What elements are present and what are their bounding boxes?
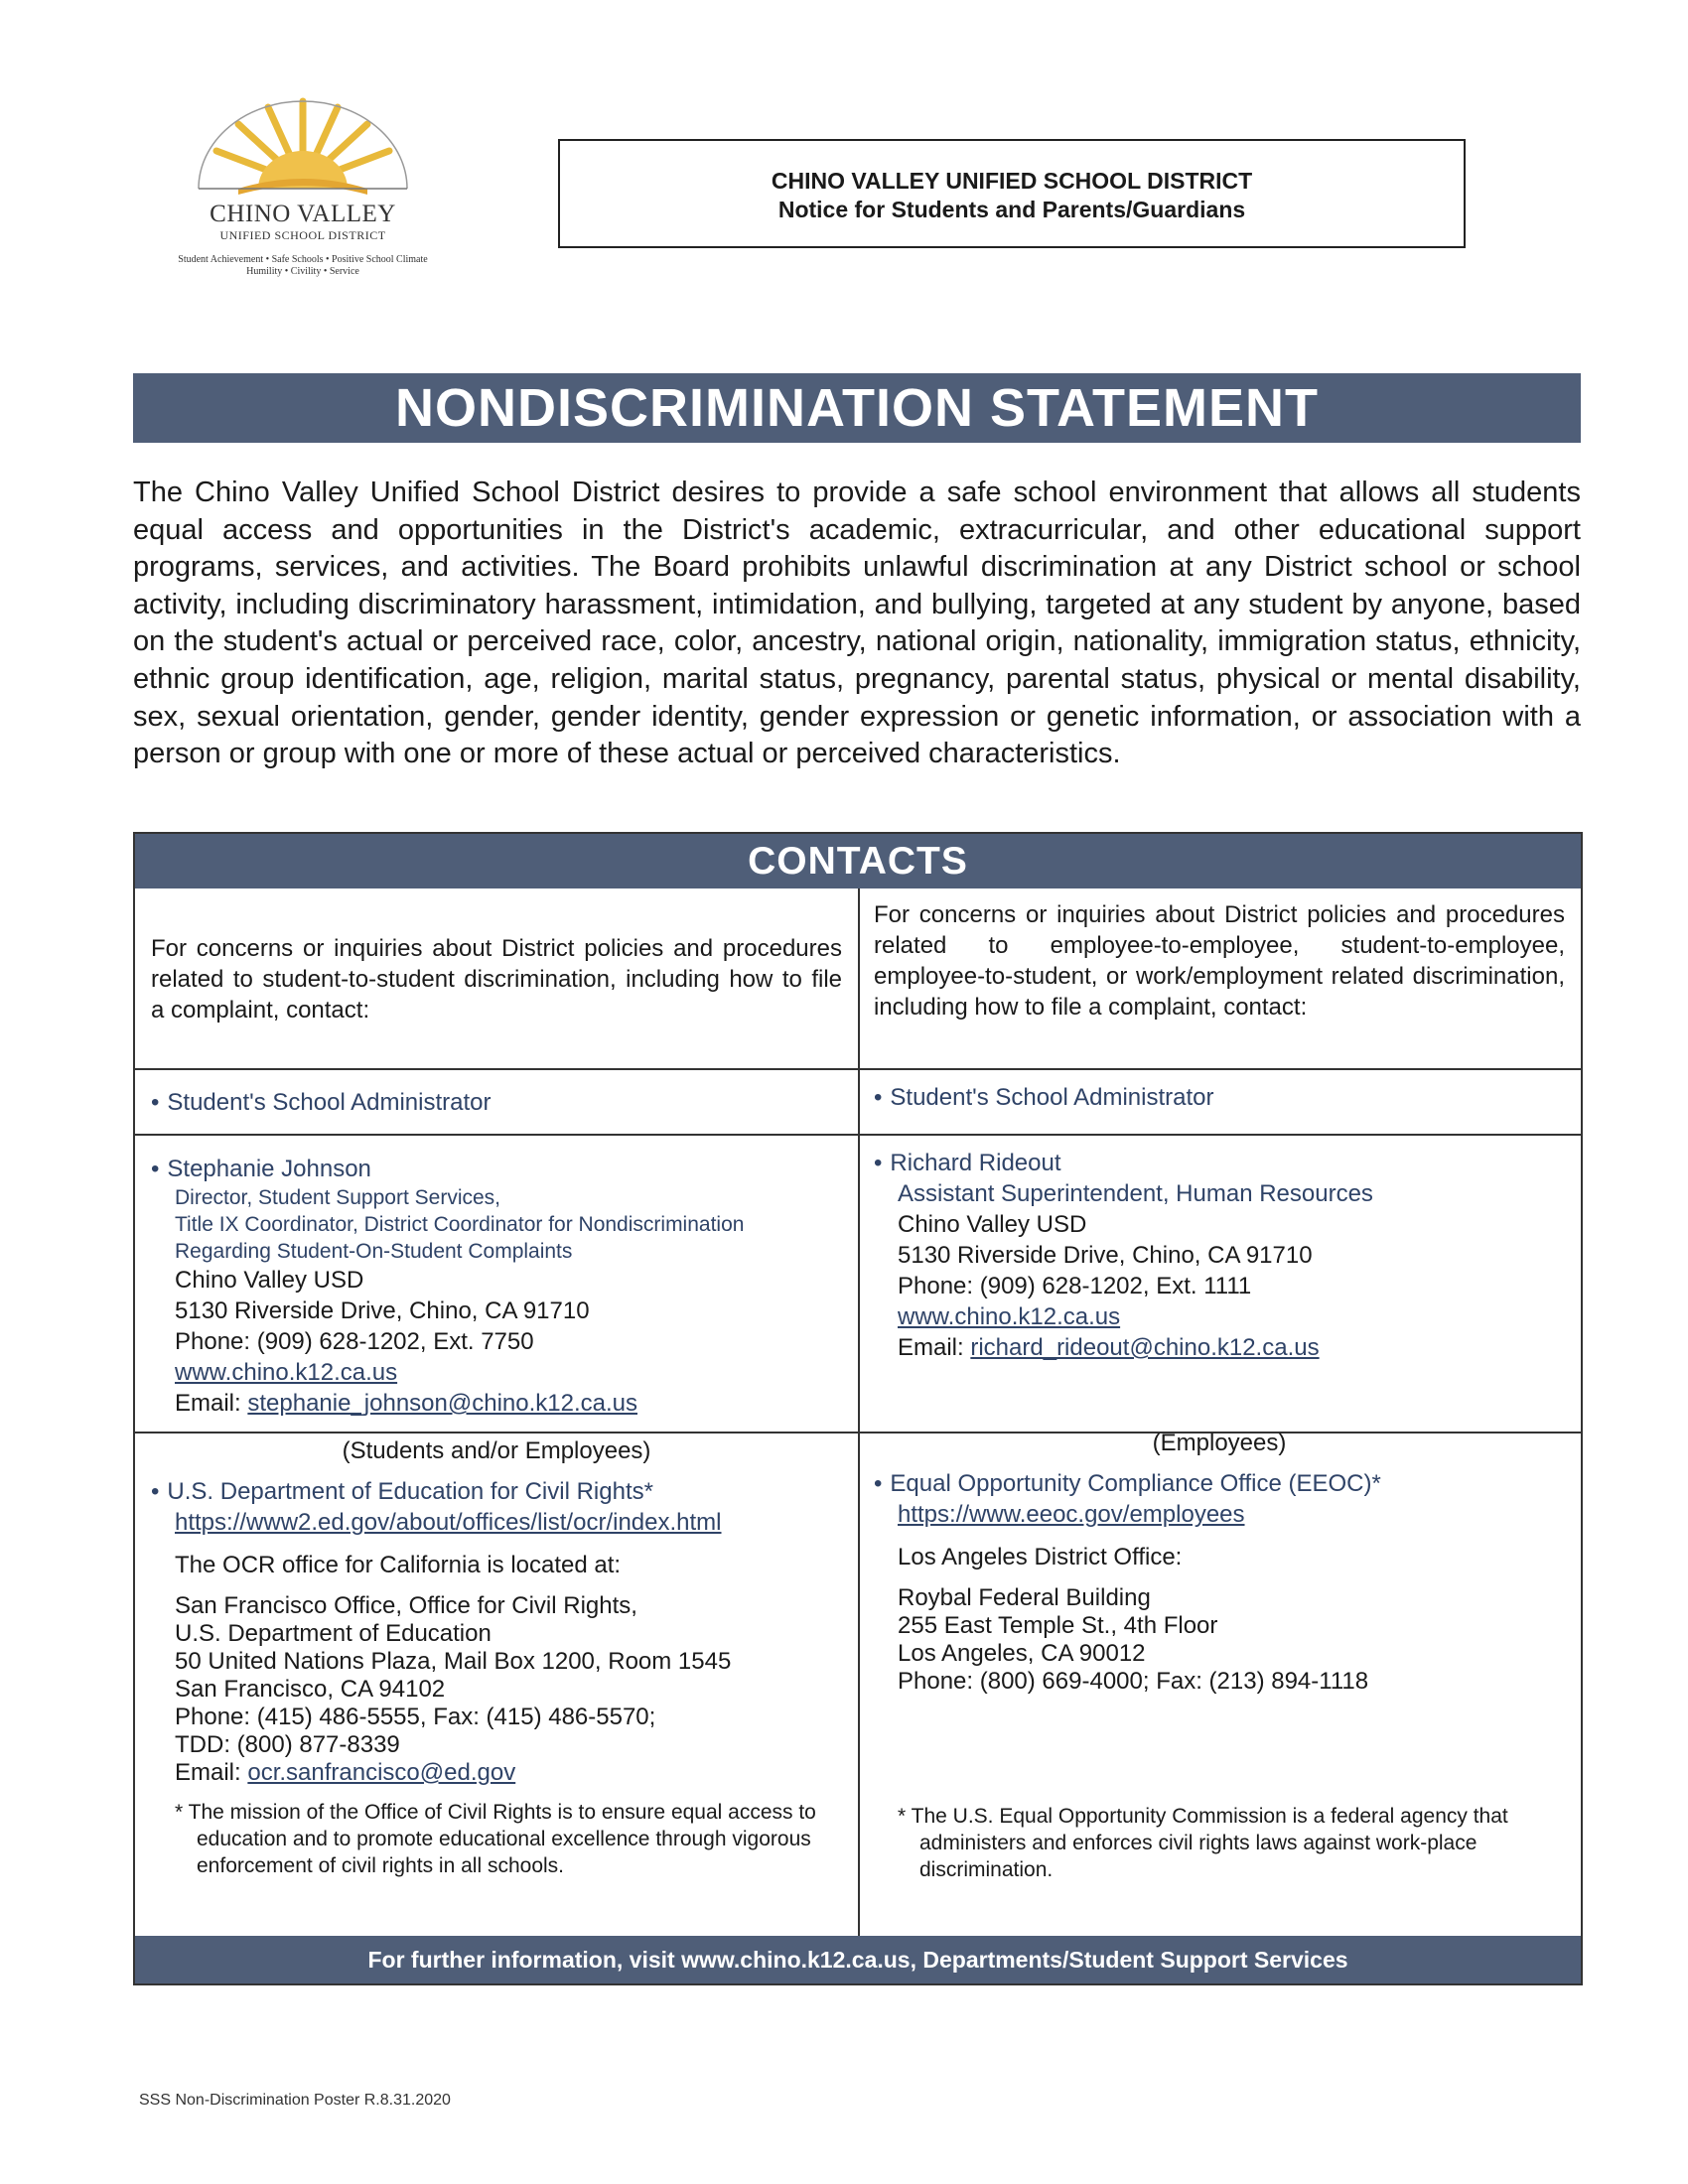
district-website-link[interactable]: www.chino.k12.ca.us <box>175 1359 398 1386</box>
agency-address-line-2: U.S. Department of Education <box>175 1620 492 1647</box>
person-name: • Stephanie Johnson <box>151 1154 842 1184</box>
agency-name: • Equal Opportunity Compliance Office (EEOC)* <box>874 1468 1565 1499</box>
agency-located: The OCR office for California is located at: <box>175 1552 622 1578</box>
person-phone: Phone: (909) 628-1202, Ext. 1111 <box>898 1273 1252 1299</box>
person-title-3: Regarding Student-On-Student Complaints <box>175 1240 573 1263</box>
district-logo <box>129 89 467 298</box>
person-address: 5130 Riverside Drive, Chino, CA 91710 <box>898 1242 1313 1269</box>
person-name: • Richard Rideout <box>874 1148 1565 1178</box>
logo-title: CHINO VALLEY <box>210 201 396 227</box>
contacts-table <box>133 832 1583 1985</box>
agency-url-link[interactable]: https://www.eeoc.gov/employees <box>898 1501 1245 1528</box>
email-label: Email: <box>898 1334 964 1361</box>
district-website-link[interactable]: www.chino.k12.ca.us <box>898 1303 1121 1330</box>
agency-note: * The mission of the Office of Civil Rights is to ensure equal access to education and to promote educational excellence through vigorous enforcement of civil rights in all schools. <box>175 1801 816 1877</box>
person-address: 5130 Riverside Drive, Chino, CA 91710 <box>175 1297 590 1324</box>
agency-address <box>874 1584 1565 1696</box>
email-label: Email: <box>175 1759 241 1786</box>
agency-address <box>151 1592 842 1787</box>
sunburst-icon <box>179 89 427 199</box>
agency-email-link[interactable]: ocr.sanfrancisco@ed.gov <box>247 1759 516 1786</box>
person-title-2: Title IX Coordinator, District Coordinator for Nondiscrimination <box>175 1213 745 1236</box>
footer-info-bar: For further information, visit www.chino.k12.ca.us, Departments/Student Support Services <box>135 1936 1581 1983</box>
row-divider <box>135 1134 1581 1136</box>
notice-audience: Notice for Students and Parents/Guardians <box>777 197 1246 222</box>
agency-address-line-3: 50 United Nations Plaza, Mail Box 1200, Room 1545 <box>175 1648 732 1675</box>
notice-district: CHINO VALLEY UNIFIED SCHOOL DISTRICT <box>771 168 1253 194</box>
agency-note: * The U.S. Equal Opportunity Commission is a federal agency that administers and enforces civil rights laws against work-place discrimination. <box>898 1805 1508 1881</box>
poster-revision-code: SSS Non-Discrimination Poster R.8.31.2020 <box>139 2092 451 2109</box>
person-org: Chino Valley USD <box>898 1211 1087 1238</box>
left-contact-person <box>151 1154 842 1419</box>
right-agency <box>874 1428 1565 1883</box>
page-title: NONDISCRIMINATION STATEMENT <box>133 373 1581 443</box>
left-agency <box>151 1435 842 1879</box>
right-intro: For concerns or inquiries about District policies and procedures related to employee-to-employee, student-to-employee, employee-to-student, or work/employment related discrimination, including how to file a complaint, contact: <box>874 901 1565 1021</box>
contacts-header: CONTACTS <box>135 834 1581 888</box>
person-title-1: Director, Student Support Services, <box>175 1186 500 1209</box>
agency-located: Los Angeles District Office: <box>898 1544 1183 1570</box>
logo-motto-line1: Student Achievement • Safe Schools • Positive School Climate <box>178 254 428 265</box>
column-divider <box>858 888 860 1952</box>
agency-url-link[interactable]: https://www2.ed.gov/about/offices/list/ocr/index.html <box>175 1509 722 1536</box>
left-intro: For concerns or inquiries about District policies and procedures related to student-to-student discrimination, including how to file a complaint, contact: <box>151 935 842 1024</box>
right-contact-person <box>874 1148 1565 1363</box>
person-title-1: Assistant Superintendent, Human Resources <box>898 1180 1373 1207</box>
agency-address-line-3: Los Angeles, CA 90012 <box>898 1640 1146 1667</box>
email-link[interactable]: stephanie_johnson@chino.k12.ca.us <box>247 1390 637 1417</box>
notice-box <box>558 139 1466 248</box>
agency-address-line-2: 255 East Temple St., 4th Floor <box>898 1612 1218 1639</box>
agency-address-line-4: San Francisco, CA 94102 <box>175 1676 446 1703</box>
logo-motto-line2: Humility • Civility • Service <box>246 266 359 277</box>
row-divider <box>135 1068 1581 1070</box>
email-label: Email: <box>175 1390 241 1417</box>
right-admin: • Student's School Administrator <box>874 1082 1565 1113</box>
email-link[interactable]: richard_rideout@chino.k12.ca.us <box>970 1334 1320 1361</box>
scope-label: (Employees) <box>1152 1430 1287 1456</box>
person-org: Chino Valley USD <box>175 1267 364 1294</box>
agency-address-line-1: San Francisco Office, Office for Civil Rights, <box>175 1592 637 1619</box>
scope-label: (Students and/or Employees) <box>342 1437 651 1464</box>
logo-motto <box>129 254 477 278</box>
agency-tdd: TDD: (800) 877-8339 <box>175 1731 400 1758</box>
statement-paragraph: The Chino Valley Unified School District desires to provide a safe school environment that allows all students equal access and opportunities in the District's academic, extracurricular, and other educational support programs, services, and activities. The Board prohibits unlawful discrimination at any District school or school activity, including discriminatory harassment, intimidation, and bullying, targeted at any student by anyone, based on the student's actual or perceived race, color, ancestry, national origin, nationality, immigration status, ethnicity, ethnic group identification, age, religion, marital status, pregnancy, parental status, physical or mental disability, sex, sexual orientation, gender, gender identity, gender expression or genetic information, or association with a person or group with one or more of these actual or perceived characteristics. <box>133 477 1581 770</box>
logo-subtitle: UNIFIED SCHOOL DISTRICT <box>219 228 386 242</box>
agency-phone: Phone: (800) 669-4000; Fax: (213) 894-1118 <box>898 1668 1369 1695</box>
left-admin: • Student's School Administrator <box>151 1087 842 1118</box>
agency-address-line-1: Roybal Federal Building <box>898 1584 1151 1611</box>
person-phone: Phone: (909) 628-1202, Ext. 7750 <box>175 1328 534 1355</box>
agency-name: • U.S. Department of Education for Civil Rights* <box>151 1476 842 1507</box>
agency-phone: Phone: (415) 486-5555, Fax: (415) 486-5570; <box>175 1704 656 1730</box>
